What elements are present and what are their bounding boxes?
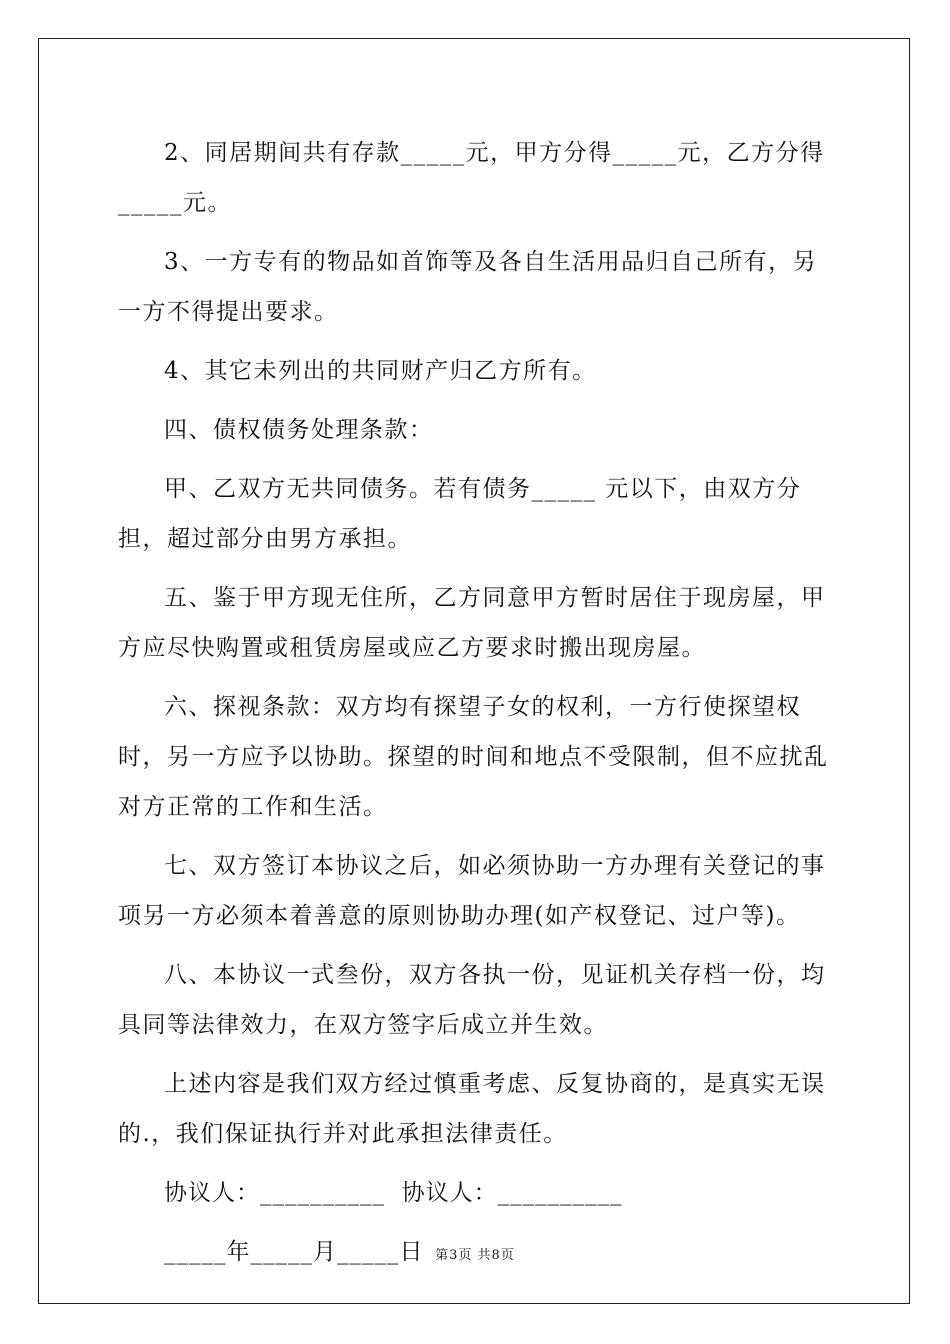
paragraph-declaration: 上述内容是我们双方经过慎重考虑、反复协商的，是真实无误的.，我们保证执行并对此承担法律责任。 xyxy=(118,1071,826,1147)
paragraph-registration: 七、双方签订本协议之后，如必须协助一方办理有关登记的事项另一方必须本着善意的原则协助办理(如产权登记、过户等)。 xyxy=(118,853,826,929)
paragraph-personal-items: 3、一方专有的物品如首饰等及各自生活用品归自己所有，另一方不得提出要求。 xyxy=(118,249,818,325)
paragraph-savings: 2、同居期间共有存款_____元，甲方分得_____元，乙方分得_____元。 xyxy=(118,140,825,216)
paragraph-other-property: 4、其它未列出的共同财产归乙方所有。 xyxy=(164,358,597,384)
page-number-footer: 第3页 共8页 xyxy=(435,1248,515,1263)
paragraph-residence: 五、鉴于甲方现无住所，乙方同意甲方暂时居住于现房屋，甲方应尽快购置或租赁房屋或应乙方要求时搬出现房屋。 xyxy=(118,585,826,661)
section-heading-debts: 四、债权债务处理条款： xyxy=(164,417,434,443)
document-body xyxy=(118,128,836,1286)
paragraph-debts: 甲、乙双方无共同债务。若有债务_____ 元以下，由双方分担，超过部分由男方承担。 xyxy=(118,476,802,552)
paragraph-copies: 八、本协议一式叁份，双方各执一份，见证机关存档一份，均具同等法律效力，在双方签字后成立并生效。 xyxy=(118,962,826,1038)
signature-line: 协议人：__________ 协议人：__________ xyxy=(164,1180,623,1206)
paragraph-visitation: 六、探视条款：双方均有探望子女的权利，一方行使探望权时，另一方应予以协助。探望的时间和地点不受限制，但不应扰乱对方正常的工作和生活。 xyxy=(118,694,829,820)
date-line: _____年_____月_____日 xyxy=(164,1239,424,1265)
